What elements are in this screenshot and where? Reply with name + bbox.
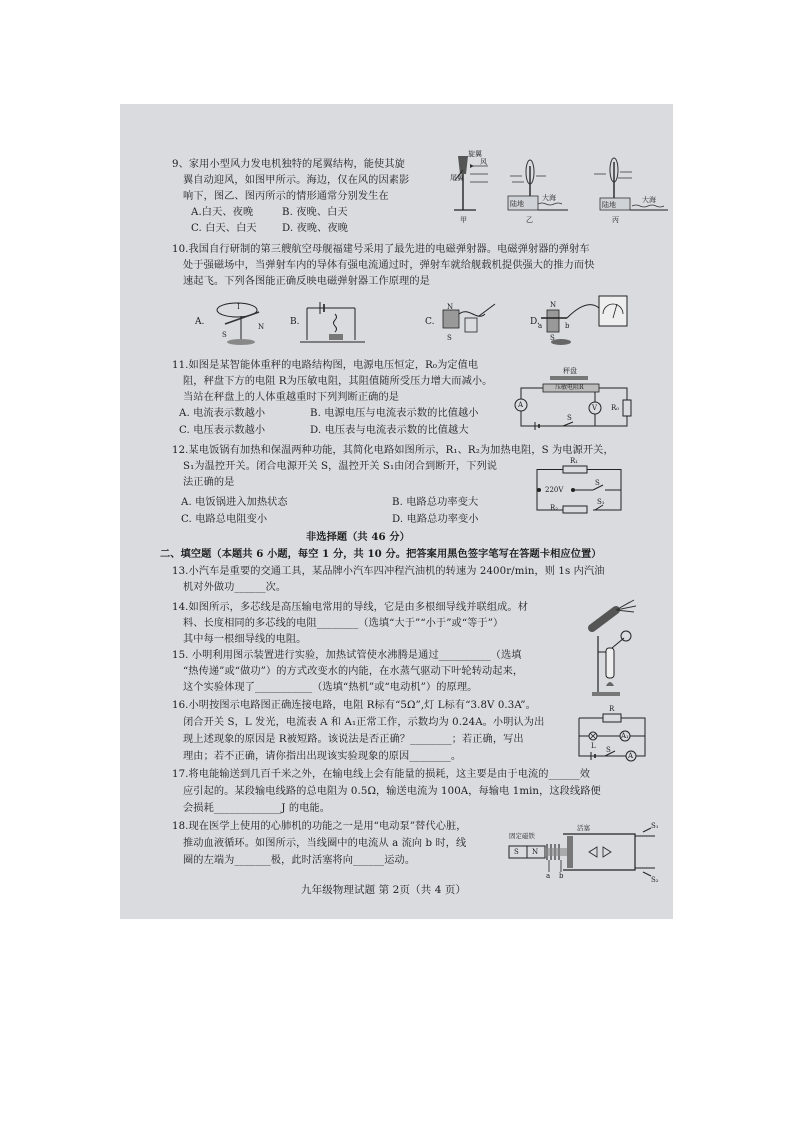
q9-option-a: A.白天、夜晚 — [191, 207, 254, 218]
q9-fig-sea-label-2: 大海 — [642, 196, 656, 204]
q9-line-2: 翼自动迎风，如图甲所示。海边，仅在风的因素影 — [183, 175, 410, 186]
q9-line-3: 响下，图乙、图丙所示的情形通常分别发生在 — [183, 191, 389, 202]
q9-fig-label-bing: 丙 — [612, 216, 619, 224]
q18-pump-figure — [505, 822, 660, 884]
q12-fig-r2-label: R₂ — [550, 504, 559, 512]
q11-line-1: 11.如图是某智能体重秤的电路结构图，电源电压恒定，R₀为定值电 — [172, 360, 479, 371]
q16-fig-r-label: R — [609, 705, 615, 713]
q11-option-c: C. 电压表示数越小 — [179, 425, 266, 436]
q14-line-3: 其中每一根细导线的电阻。 — [183, 634, 307, 645]
q18-line-2: 推动血液循环。如图所示，当线圈中的电流从 a 流向 b 时，线 — [183, 838, 467, 849]
q10-option-b: B. — [290, 317, 300, 327]
q11-line-2: 阻，秤盘下方的电阻 R为压敏电阻，其阻值随所受压力增大而减小。 — [183, 376, 493, 387]
q12-option-b: B. 电路总功率变大 — [392, 497, 479, 508]
q9-fig-wind-label: 风 — [480, 158, 487, 166]
q11-fig-voltmeter-label: V — [592, 404, 598, 412]
q11-option-a: A. 电流表示数越小 — [179, 408, 266, 419]
q11-fig-pan-label: 秤盘 — [563, 367, 577, 375]
q16-figure — [575, 705, 649, 760]
q13-line-2: 机对外做功______次。 — [183, 582, 287, 593]
q12-line-1: 12.某电饭锅有加热和保温两种功能，其简化电路如图所示，R₁、R₂为加热电阻，S 为电源开关， — [172, 445, 614, 456]
q11-line-3: 当站在秤盘上的人体重越重时下列判断正确的是 — [183, 392, 400, 403]
q12-fig-s1-label: S₁ — [597, 498, 605, 506]
q16-line-2: 闭合开关 S，L 发光，电流表 A 和 A₁正常工作，示数均为 0.24A。小明认为出 — [183, 717, 545, 728]
q10-option-a: A. — [195, 317, 205, 327]
q18-fig-piston-label: 活塞 — [577, 824, 590, 832]
q16-fig-a1-label: A₁ — [621, 732, 629, 740]
q15-line-1: 15. 小明利用图示装置进行实验，加热试管使水沸腾是通过__________（选填 — [172, 650, 522, 661]
q16-fig-l-label: L — [591, 742, 596, 750]
q12-figure — [533, 457, 627, 520]
q17-line-2: 应引起的。某段输电线路的总电阻为 0.5Ω，输送电流为 100A，每输电 1min，这段线路便 — [183, 786, 601, 797]
q10-fig-d-a-label: a — [538, 322, 543, 330]
q14-line-1: 14.如图所示，多芯线是高压输电常用的导线，它是由多根细导线并联组成。材 — [172, 602, 528, 613]
q18-fig-s1-label: S₁ — [651, 822, 659, 830]
q10-option-d: D. — [530, 317, 540, 327]
q10-fig-c-n-label: N — [447, 303, 454, 311]
q12-line-3: 法正确的是 — [183, 477, 235, 488]
q10-fig-a-s-label: S — [222, 331, 227, 339]
q10-fig-d-s-label: S — [550, 334, 555, 342]
q10-figure — [195, 296, 645, 352]
q9-line-1: 9、家用小型风力发电机独特的尾翼结构，能使其旋 — [172, 159, 405, 170]
q18-line-3: 圈的左端为_______极，此时活塞将向______运动。 — [183, 855, 416, 866]
q9-option-b: B. 夜晚、白天 — [282, 207, 348, 218]
q18-fig-s-pole-label: S — [514, 848, 519, 856]
exam-page — [120, 104, 673, 919]
q16-fig-a-label: A — [628, 752, 634, 760]
q11-option-d: D. 电压表与电流表示数的比值越大 — [310, 425, 469, 436]
q18-fig-n-pole-label: N — [532, 848, 539, 856]
q9-fig-label-jia: 甲 — [460, 216, 467, 224]
q17-line-3: 会损耗_____________J 的电能。 — [183, 803, 331, 814]
q12-fig-s-label: S — [595, 479, 600, 487]
q9-fig-sea-label-1: 大海 — [542, 194, 556, 202]
q11-fig-ammeter-label: A — [518, 401, 524, 409]
q11-fig-switch-label: S — [567, 414, 572, 422]
q9-option-c: C. 白天、白天 — [191, 223, 257, 234]
q14-line-2: 料、长度相同的多芯线的电阻________（选填“大于”“小于”或“等于”） — [183, 618, 504, 629]
q11-figure — [515, 367, 633, 434]
q9-option-d: D. 夜晚、夜晚 — [282, 223, 349, 234]
q14-multicore-wire-figure — [590, 598, 640, 632]
q16-line-1: 16.小明按图示电路图正确连接电路，电阻 R标有“5Ω”,灯 L标有“3.8V 0.3A”。 — [172, 700, 536, 711]
q10-fig-d-b-label: b — [565, 322, 570, 330]
q12-fig-r1-label: R₁ — [570, 457, 579, 465]
q13-line-1: 13.小汽车是重要的交通工具，某品牌小汽车四冲程汽油机的转速为 2400r/min，则 1s 内汽油 — [172, 566, 605, 577]
q10-fig-a-i-label: I — [237, 303, 240, 311]
q11-option-b: B. 电源电压与电流表示数的比值越小 — [310, 408, 479, 419]
q12-option-c: C. 电路总电阻变小 — [181, 514, 268, 525]
q11-fig-r-label: 压敏电阻R — [555, 384, 584, 391]
section-title: 非选择题（共 46 分） — [306, 531, 410, 543]
q9-fig-rotor-label: 旋翼 — [468, 150, 482, 158]
q10-line-1: 10.我国自行研制的第三艘航空母舰福建号采用了最先进的电磁弹射器。电磁弹射器的弹射车 — [172, 244, 590, 255]
q12-option-d: D. 电路总功率变小 — [392, 514, 479, 525]
q10-line-2: 处于强磁场中，当弹射车内的导体有强电流通过时，弹射车就给舰载机提供强大的推力而快 — [183, 260, 595, 271]
q16-fig-s-label: S — [606, 746, 611, 754]
q10-line-3: 速起飞。下列各图能正确反映电磁弹射器工作原理的是 — [183, 276, 430, 287]
q10-option-c: C. — [425, 317, 435, 327]
q12-line-2: S₁为温控开关。闭合电源开关 S，温控开关 S₁由闭合到断开，下列说 — [183, 461, 498, 472]
q12-option-a: A. 电饭锅进入加热状态 — [181, 497, 288, 508]
q18-fig-b-label: b — [559, 872, 564, 880]
q15-line-2: “热传递”或“做功”）的方式改变水的内能，在水蒸气驱动下叶轮转动起来， — [183, 666, 524, 677]
q15-line-3: 这个实验体现了___________（选填“热机”或“电动机”）的原理。 — [183, 682, 478, 693]
q9-fig-land-label-2: 陆地 — [602, 201, 616, 209]
q9-figure — [450, 152, 670, 226]
q12-fig-voltage-label: 220V — [545, 486, 564, 494]
q18-fig-magnet-label: 固定磁铁 — [509, 832, 535, 840]
q10-fig-a-n-label: N — [258, 323, 265, 331]
q11-fig-r0-label: R₀ — [611, 404, 620, 412]
q9-fig-label-yi: 乙 — [526, 216, 533, 224]
part2-title: 二、填空题（本题共 6 小题，每空 1 分，共 10 分。把答案用黑色签字笔写在答题卡相应位置） — [160, 548, 602, 560]
q18-fig-a-label: a — [546, 872, 551, 880]
q18-fig-s2-label: S₂ — [651, 876, 659, 884]
page-footer: 九年级物理试题 第 2页（共 4 页） — [301, 884, 467, 896]
q17-line-1: 17.将电能输送到几百千米之外，在输电线上会有能量的损耗，这主要是由于电流的______效 — [172, 769, 591, 780]
q10-fig-c-s-label: S — [447, 334, 452, 342]
q9-fig-land-label-1: 陆地 — [510, 200, 524, 208]
q9-fig-tail-label: 尾翼 — [450, 174, 464, 182]
q18-line-1: 18.现在医学上使用的心肺机的功能之一是用“电动泵”替代心脏， — [172, 821, 467, 832]
q15-apparatus-figure — [590, 630, 634, 698]
q10-fig-d-n-label: N — [550, 301, 557, 309]
q16-line-3: 现上述现象的原因是 R被短路。该说法是否正确？________；若正确，写出 — [183, 734, 524, 745]
q16-line-4: 理由；若不正确，请你指出出现该实验现象的原因________。 — [183, 751, 462, 762]
